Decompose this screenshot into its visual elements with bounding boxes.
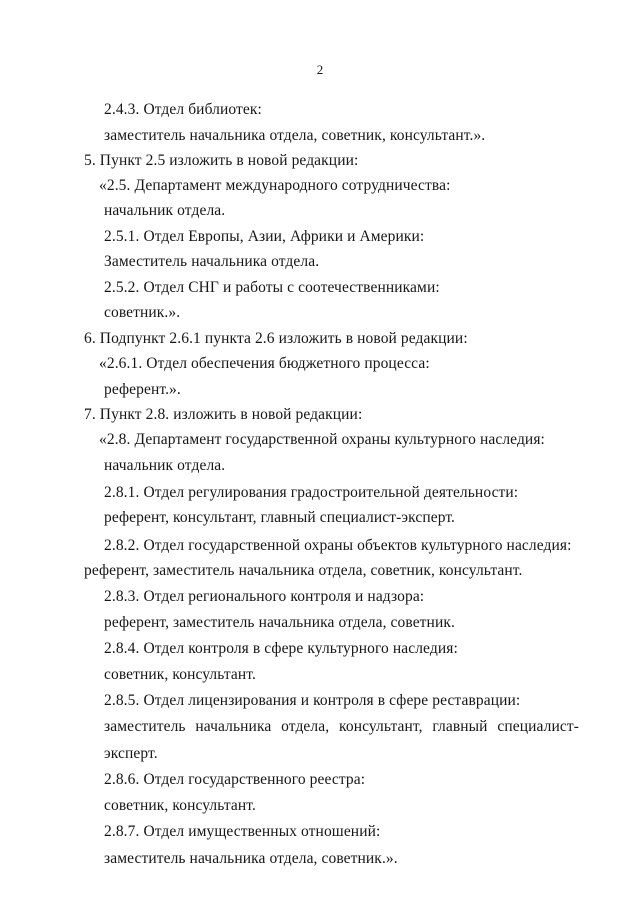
page-number: 2	[316, 62, 324, 77]
text-line-justified	[104, 718, 579, 736]
text-line: референт, консультант, главный специалист-эксперт.	[104, 509, 456, 526]
text-line: 2.8.6. Отдел государственного реестра:	[104, 771, 366, 788]
text-line: 2.8.1. Отдел регулирования градостроительной деятельности:	[104, 484, 519, 501]
text-line: 2.8.5. Отдел лицензирования и контроля в сфере реставрации:	[104, 692, 521, 709]
word: заместитель	[104, 718, 186, 735]
text-line: советник, консультант.	[104, 797, 256, 814]
text-line: «2.5. Департамент международного сотрудничества:	[99, 177, 451, 194]
text-line: 2.5.1. Отдел Европы, Азии, Африки и Америки:	[104, 228, 425, 245]
text-line: 2.4.3. Отдел библиотек:	[104, 101, 262, 118]
text-line: 5. Пункт 2.5 изложить в новой редакции:	[84, 152, 359, 169]
text-line: начальник отдела.	[104, 457, 226, 474]
text-line: советник.».	[104, 304, 181, 321]
text-line: «2.6.1. Отдел обеспечения бюджетного процесса:	[99, 355, 430, 372]
text-line: заместитель начальника отдела, советник.».	[104, 850, 398, 867]
word: отдела,	[281, 718, 330, 735]
text-line: начальник отдела.	[104, 202, 226, 219]
word: главный	[432, 718, 488, 735]
text-line: референт.».	[104, 381, 181, 398]
text-line: 7. Пункт 2.8. изложить в новой редакции:	[84, 406, 363, 423]
word: консультант,	[339, 718, 423, 735]
text-line: эксперт.	[104, 745, 158, 762]
text-line: референт, заместитель начальника отдела, советник.	[104, 614, 455, 631]
text-line: заместитель начальника отдела, советник, консультант.».	[104, 127, 486, 144]
text-line: 6. Подпункт 2.6.1 пункта 2.6 изложить в новой редакции:	[84, 330, 468, 347]
word: специалист-	[497, 718, 579, 735]
text-line: 2.8.2. Отдел государственной охраны объектов культурного наследия:	[104, 537, 572, 554]
text-line: референт, заместитель начальника отдела, советник, консультант.	[84, 562, 523, 579]
text-line: «2.8. Департамент государственной охраны культурного наследия:	[99, 431, 545, 448]
text-line: 2.8.3. Отдел регионального контроля и надзора:	[104, 588, 425, 605]
text-line: Заместитель начальника отдела.	[104, 253, 320, 270]
text-line: 2.8.4. Отдел контроля в сфере культурного наследия:	[104, 640, 458, 657]
text-line: 2.5.2. Отдел СНГ и работы с соотечественниками:	[104, 279, 440, 296]
text-line: советник, консультант.	[104, 666, 256, 683]
text-line: 2.8.7. Отдел имущественных отношений:	[104, 823, 381, 840]
word: начальника	[195, 718, 272, 735]
